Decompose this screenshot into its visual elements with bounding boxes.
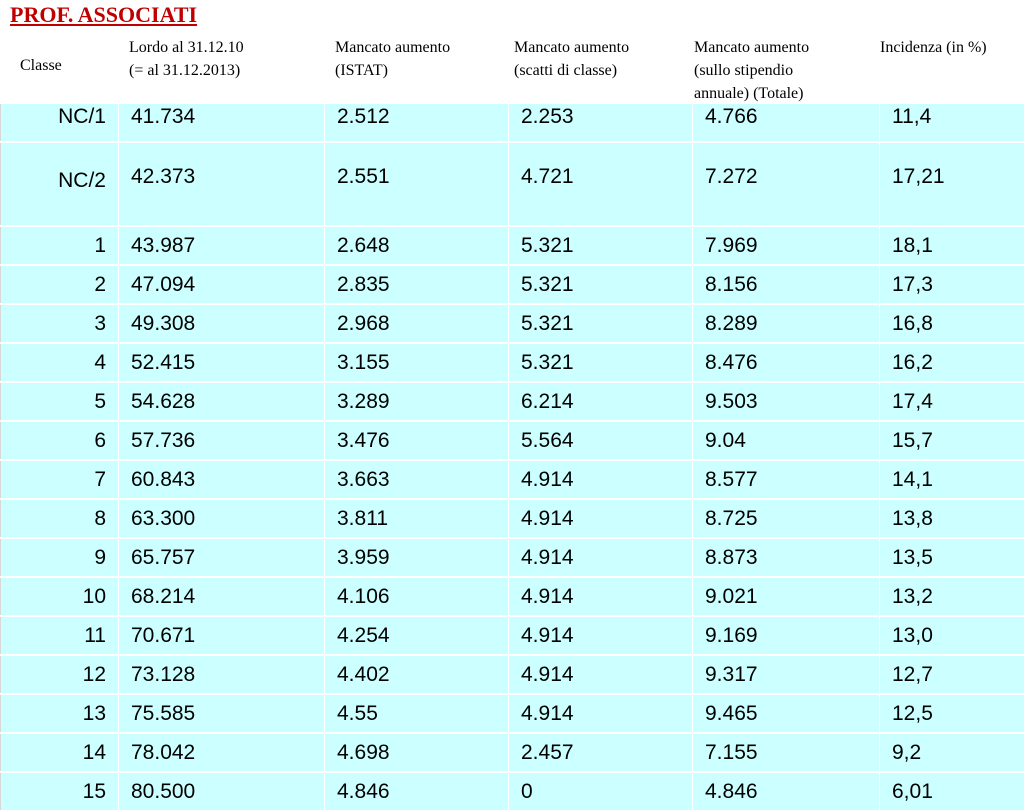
cell-scatti: 4.914: [509, 655, 693, 694]
table-row: [1, 694, 1024, 733]
cell-incidenza: 17,4: [880, 382, 1024, 421]
cell-classe: NC/1: [1, 103, 119, 142]
header-classe: [20, 54, 62, 77]
cell-classe: 9: [1, 538, 119, 577]
table-row: [1, 265, 1024, 304]
cell-totale: 9.503: [693, 382, 880, 421]
header-scatti-line1: Mancato aumento: [514, 36, 629, 59]
table-row: [1, 655, 1024, 694]
table-row: [1, 577, 1024, 616]
cell-istat: 4.846: [325, 772, 509, 811]
cell-istat: 3.476: [325, 421, 509, 460]
cell-lordo: 60.843: [119, 460, 325, 499]
table-row: [1, 226, 1024, 265]
cell-lordo: 73.128: [119, 655, 325, 694]
cell-classe: 8: [1, 499, 119, 538]
cell-classe: 12: [1, 655, 119, 694]
cell-incidenza: 13,8: [880, 499, 1024, 538]
cell-totale: 8.873: [693, 538, 880, 577]
table-row: [1, 733, 1024, 772]
cell-incidenza: 12,5: [880, 694, 1024, 733]
cell-lordo: 52.415: [119, 343, 325, 382]
cell-classe: 2: [1, 265, 119, 304]
table-row: [1, 499, 1024, 538]
cell-totale: 7.155: [693, 733, 880, 772]
cell-totale: 9.04: [693, 421, 880, 460]
cell-lordo: 65.757: [119, 538, 325, 577]
cell-incidenza: 16,8: [880, 304, 1024, 343]
cell-totale: 9.169: [693, 616, 880, 655]
table-row: [1, 382, 1024, 421]
cell-istat: 3.811: [325, 499, 509, 538]
cell-classe: NC/2: [1, 142, 119, 226]
cell-scatti: 2.457: [509, 733, 693, 772]
header-totale-line3: annuale) (Totale): [694, 82, 809, 105]
cell-scatti: 4.914: [509, 499, 693, 538]
cell-lordo: 63.300: [119, 499, 325, 538]
cell-classe: 14: [1, 733, 119, 772]
header-classe-label: Classe: [20, 57, 62, 74]
cell-lordo: 49.308: [119, 304, 325, 343]
cell-scatti: 4.914: [509, 577, 693, 616]
cell-classe: 4: [1, 343, 119, 382]
header-lordo: [129, 36, 244, 82]
table-row: [1, 421, 1024, 460]
cell-lordo: 43.987: [119, 226, 325, 265]
cell-scatti: 4.914: [509, 694, 693, 733]
table-row: [1, 304, 1024, 343]
cell-incidenza: 13,0: [880, 616, 1024, 655]
table-row: [1, 142, 1024, 226]
cell-classe: 5: [1, 382, 119, 421]
table-row: [1, 343, 1024, 382]
cell-istat: 3.663: [325, 460, 509, 499]
cell-lordo: 42.373: [119, 142, 325, 226]
cell-totale: 9.465: [693, 694, 880, 733]
cell-lordo: 75.585: [119, 694, 325, 733]
cell-scatti: 4.914: [509, 460, 693, 499]
header-istat: [335, 36, 450, 82]
cell-scatti: 4.914: [509, 616, 693, 655]
cell-totale: 7.969: [693, 226, 880, 265]
cell-scatti: 2.253: [509, 103, 693, 142]
cell-scatti: 5.321: [509, 343, 693, 382]
cell-istat: 3.289: [325, 382, 509, 421]
cell-istat: 4.254: [325, 616, 509, 655]
cell-lordo: 47.094: [119, 265, 325, 304]
cell-scatti: 5.321: [509, 304, 693, 343]
cell-totale: 4.846: [693, 772, 880, 811]
table-row: [1, 616, 1024, 655]
cell-incidenza: 18,1: [880, 226, 1024, 265]
cell-totale: 8.476: [693, 343, 880, 382]
cell-scatti: 5.564: [509, 421, 693, 460]
header-totale-line1: Mancato aumento: [694, 36, 809, 59]
table-row: [1, 460, 1024, 499]
cell-scatti: 5.321: [509, 265, 693, 304]
cell-incidenza: 9,2: [880, 733, 1024, 772]
cell-incidenza: 17,21: [880, 142, 1024, 226]
table-row: [1, 538, 1024, 577]
cell-classe: 13: [1, 694, 119, 733]
cell-scatti: 4.914: [509, 538, 693, 577]
cell-incidenza: 14,1: [880, 460, 1024, 499]
header-scatti-line2: (scatti di classe): [514, 59, 629, 82]
cell-totale: 8.577: [693, 460, 880, 499]
table-row: [1, 772, 1024, 811]
cell-istat: 3.155: [325, 343, 509, 382]
cell-incidenza: 13,2: [880, 577, 1024, 616]
cell-scatti: 0: [509, 772, 693, 811]
cell-scatti: 4.721: [509, 142, 693, 226]
cell-istat: 2.512: [325, 103, 509, 142]
cell-istat: 4.698: [325, 733, 509, 772]
header-incidenza-label: Incidenza (in %): [880, 36, 987, 59]
cell-totale: 8.725: [693, 499, 880, 538]
salary-table: [0, 102, 1024, 811]
cell-incidenza: 11,4: [880, 103, 1024, 142]
cell-istat: 4.402: [325, 655, 509, 694]
cell-classe: 11: [1, 616, 119, 655]
cell-classe: 7: [1, 460, 119, 499]
cell-lordo: 41.734: [119, 103, 325, 142]
cell-totale: 9.317: [693, 655, 880, 694]
cell-istat: 2.648: [325, 226, 509, 265]
cell-lordo: 80.500: [119, 772, 325, 811]
cell-classe: 3: [1, 304, 119, 343]
cell-istat: 3.959: [325, 538, 509, 577]
cell-istat: 2.835: [325, 265, 509, 304]
cell-totale: 8.156: [693, 265, 880, 304]
header-lordo-line1: Lordo al 31.12.10: [129, 36, 244, 59]
cell-classe: 6: [1, 421, 119, 460]
header-totale-line2: (sullo stipendio: [694, 59, 809, 82]
header-incidenza: [880, 36, 987, 59]
header-lordo-line2: (= al 31.12.2013): [129, 59, 244, 82]
cell-scatti: 5.321: [509, 226, 693, 265]
cell-incidenza: 16,2: [880, 343, 1024, 382]
cell-totale: 4.766: [693, 103, 880, 142]
cell-incidenza: 17,3: [880, 265, 1024, 304]
cell-classe: 10: [1, 577, 119, 616]
header-istat-line2: (ISTAT): [335, 59, 450, 82]
cell-istat: 2.968: [325, 304, 509, 343]
header-istat-line1: Mancato aumento: [335, 36, 450, 59]
cell-lordo: 54.628: [119, 382, 325, 421]
cell-lordo: 68.214: [119, 577, 325, 616]
cell-totale: 7.272: [693, 142, 880, 226]
cell-scatti: 6.214: [509, 382, 693, 421]
cell-incidenza: 13,5: [880, 538, 1024, 577]
page-title: PROF. ASSOCIATI: [10, 2, 197, 28]
table-row: [1, 103, 1024, 142]
cell-incidenza: 12,7: [880, 655, 1024, 694]
cell-lordo: 70.671: [119, 616, 325, 655]
cell-totale: 9.021: [693, 577, 880, 616]
cell-istat: 4.106: [325, 577, 509, 616]
header-totale: [694, 36, 809, 105]
header-scatti: [514, 36, 629, 82]
cell-incidenza: 15,7: [880, 421, 1024, 460]
cell-lordo: 57.736: [119, 421, 325, 460]
cell-istat: 2.551: [325, 142, 509, 226]
cell-istat: 4.55: [325, 694, 509, 733]
cell-lordo: 78.042: [119, 733, 325, 772]
cell-totale: 8.289: [693, 304, 880, 343]
cell-incidenza: 6,01: [880, 772, 1024, 811]
cell-classe: 1: [1, 226, 119, 265]
cell-classe: 15: [1, 772, 119, 811]
